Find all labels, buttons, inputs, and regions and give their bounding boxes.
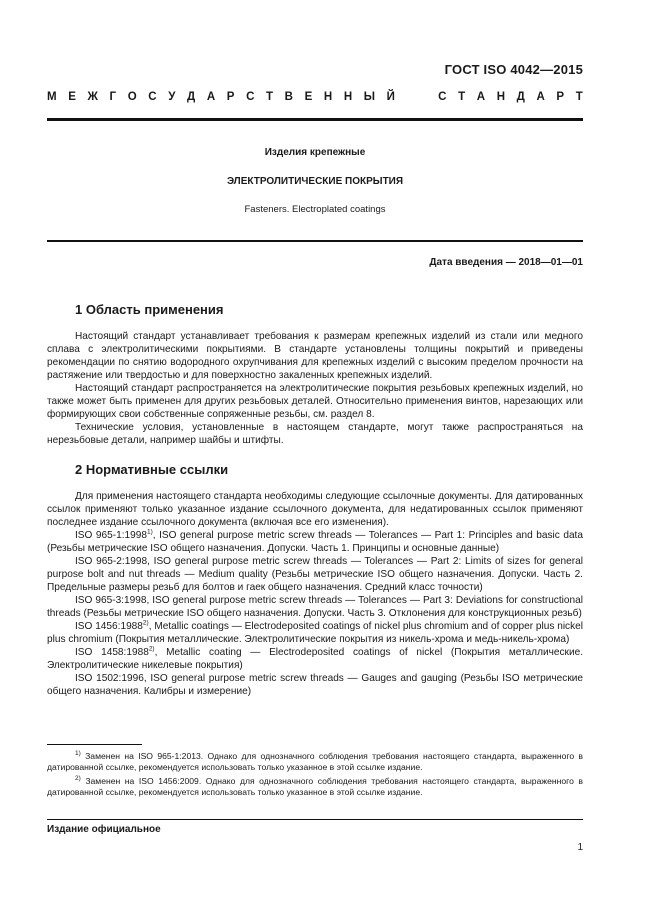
section-2-heading: 2 Нормативные ссылки [75,462,229,477]
title-main: ЭЛЕКТРОЛИТИЧЕСКИЕ ПОКРЫТИЯ [226,176,404,187]
document-code: ГОСТ ISO 4042—2015 [444,62,583,77]
banner-letter: Й [386,91,395,103]
section-2-body [47,490,583,698]
banner-letter: А [476,91,486,103]
banner-letter: С [246,91,255,103]
banner-letter: Т [575,91,583,103]
section-1-paragraph: Настоящий стандарт устанавливает требования к размерам крепежных изделий из стали или медного сплава с электролитическими покрытиями. В стандарте установлены толщины покрытий и приведены рекомендации по снятию водородного охрупчивания для крепежных изделий с высоким пределом прочности на растяжение или твердостью и для поверхностно закаленных крепежных изделий. [47,331,583,381]
banner-letter: У [168,91,176,103]
footnote-text: Заменен на ISO 1456:2009. Однако для однозначного соблюдения требования настоящего стандарта, выраженного в датированной ссылке, рекомендуется использовать только указанное в этой ссылке издание. [47,776,583,797]
banner-letter: Ж [87,91,98,103]
title-english: Fasteners. Electroplated coatings [244,204,386,215]
reference-code: ISO 1502:1996 [75,673,144,684]
footnote-mark: 2) [75,775,81,783]
banner-letter: М [47,91,57,103]
banner-letter: А [206,91,216,103]
banner-letter: Н [323,91,333,103]
banner-letter: Т [458,91,466,103]
reference-code: ISO 1458:1988 [75,647,149,658]
banner-letter: С [148,91,157,103]
normative-reference [47,646,583,672]
official-edition-label: Издание официальное [47,824,161,835]
reference-title: , Metallic coating — Electrodeposited coatings of nickel (Покрытия металлические. Электролитические никелевые покрытия) [47,647,583,671]
footnote [47,776,583,798]
banner-letter: Е [304,91,313,103]
interstate-standard-banner [47,91,583,103]
footnote-marker: 1) [146,528,153,536]
banner-letter: А [536,91,545,103]
banner-letter: Д [187,91,196,103]
section-1-body [47,330,583,447]
banner-letter: Е [68,91,76,103]
normative-reference [47,620,583,646]
reference-code: ISO 965-1:1998 [75,530,147,541]
header-rule [47,118,583,121]
title-rule [47,240,583,242]
normative-reference [47,529,583,555]
footnote-text: Заменен на ISO 965-1:2013. Однако для однозначного соблюдения требования настоящего стандарта, выраженного в датированной ссылке, рекомендуется использовать только указанное в этой ссылке издание. [47,751,583,772]
section-1-paragraph: Настоящий стандарт распространяется на электролитические покрытия резьбовых крепежных изделий, но также может быть применен для других резьбовых деталей. Относительно применения винтов, нарезающих или формирующих свои собственные сопряженные резьбы, см. раздел 8. [47,383,583,420]
reference-code: ISO 965-3:1998 [75,595,147,606]
footnotes [47,751,583,801]
banner-letter: Р [226,91,235,103]
banner-letter: Н [496,91,506,103]
normative-reference [47,594,583,620]
reference-title: , ISO general purpose metric screw threads — Tolerances — Part 3: Deviations for constructional threads (Резьбы метрические ISO общего назначения. Допуски. Часть 3. Отклонения для конструкционных резьб) [47,595,583,619]
banner-letter: О [127,91,137,103]
normative-reference [47,555,583,594]
normative-reference [47,672,583,698]
reference-title: , ISO general purpose metric screw threads — Tolerances — Part 1: Principles and basic data (Резьбы метрические ISO общего назначения. Допуски. Часть 1. Принципы и основные данные) [47,530,583,554]
footnote [47,751,583,773]
section-1-heading: 1 Область применения [75,302,224,317]
introduction-date: Дата введения — 2018—01—01 [429,257,583,268]
footnote-marker: 2) [148,645,155,653]
footer-rule [47,819,583,820]
banner-letter: Н [343,91,353,103]
title-category: Изделия крепежные [264,147,366,158]
word-gap [407,91,427,103]
banner-letter: Т [266,91,274,103]
banner-letter: Р [556,91,565,103]
banner-letter: Ы [363,91,376,103]
banner-letter: Д [516,91,525,103]
reference-code: ISO 965-2:1998 [75,556,148,567]
reference-code: ISO 1456:1988 [75,621,143,632]
banner-letter: В [284,91,293,103]
normative-references-list [47,529,583,698]
banner-letter: С [438,91,447,103]
banner-letter: Г [109,91,117,103]
page-number: 1 [577,842,583,853]
footnote-separator [47,744,142,745]
reference-title: , ISO general purpose metric screw threads — Tolerances — Part 2: Limits of sizes for general purpose bolt and nut threads — Medium quality (Резьбы метрические ISO общего назначения. Допуски. Часть 2. Предельные размеры резьб для болтов и гаек общего назначения. Средний класс точности) [47,556,583,593]
footnote-mark: 1) [75,750,81,758]
reference-title: , Metallic coatings — Electrodeposited coatings of nickel plus chromium and of copper plus nickel plus chromium (Покрытия металлические. Электролитические покрытия из никель-хрома и медь-никель-хрома) [47,621,584,645]
section-2-intro: Для применения настоящего стандарта необходимы следующие ссылочные документы. Для датированных ссылок применяют только указанное издание ссылочного документа, для недатированных ссылок применяют последнее издание ссылочного документа (включая все его изменения). [47,491,583,528]
footnote-marker: 2) [142,619,149,627]
section-1-paragraph: Технические условия, установленные в настоящем стандарте, могут также распространяться на нерезьбовые детали, например шайбы и штифты. [47,422,583,446]
reference-title: , ISO general purpose metric screw threads — Gauges and gauging (Резьбы ISO метрические общего назначения. Калибры и измерение) [47,673,584,697]
